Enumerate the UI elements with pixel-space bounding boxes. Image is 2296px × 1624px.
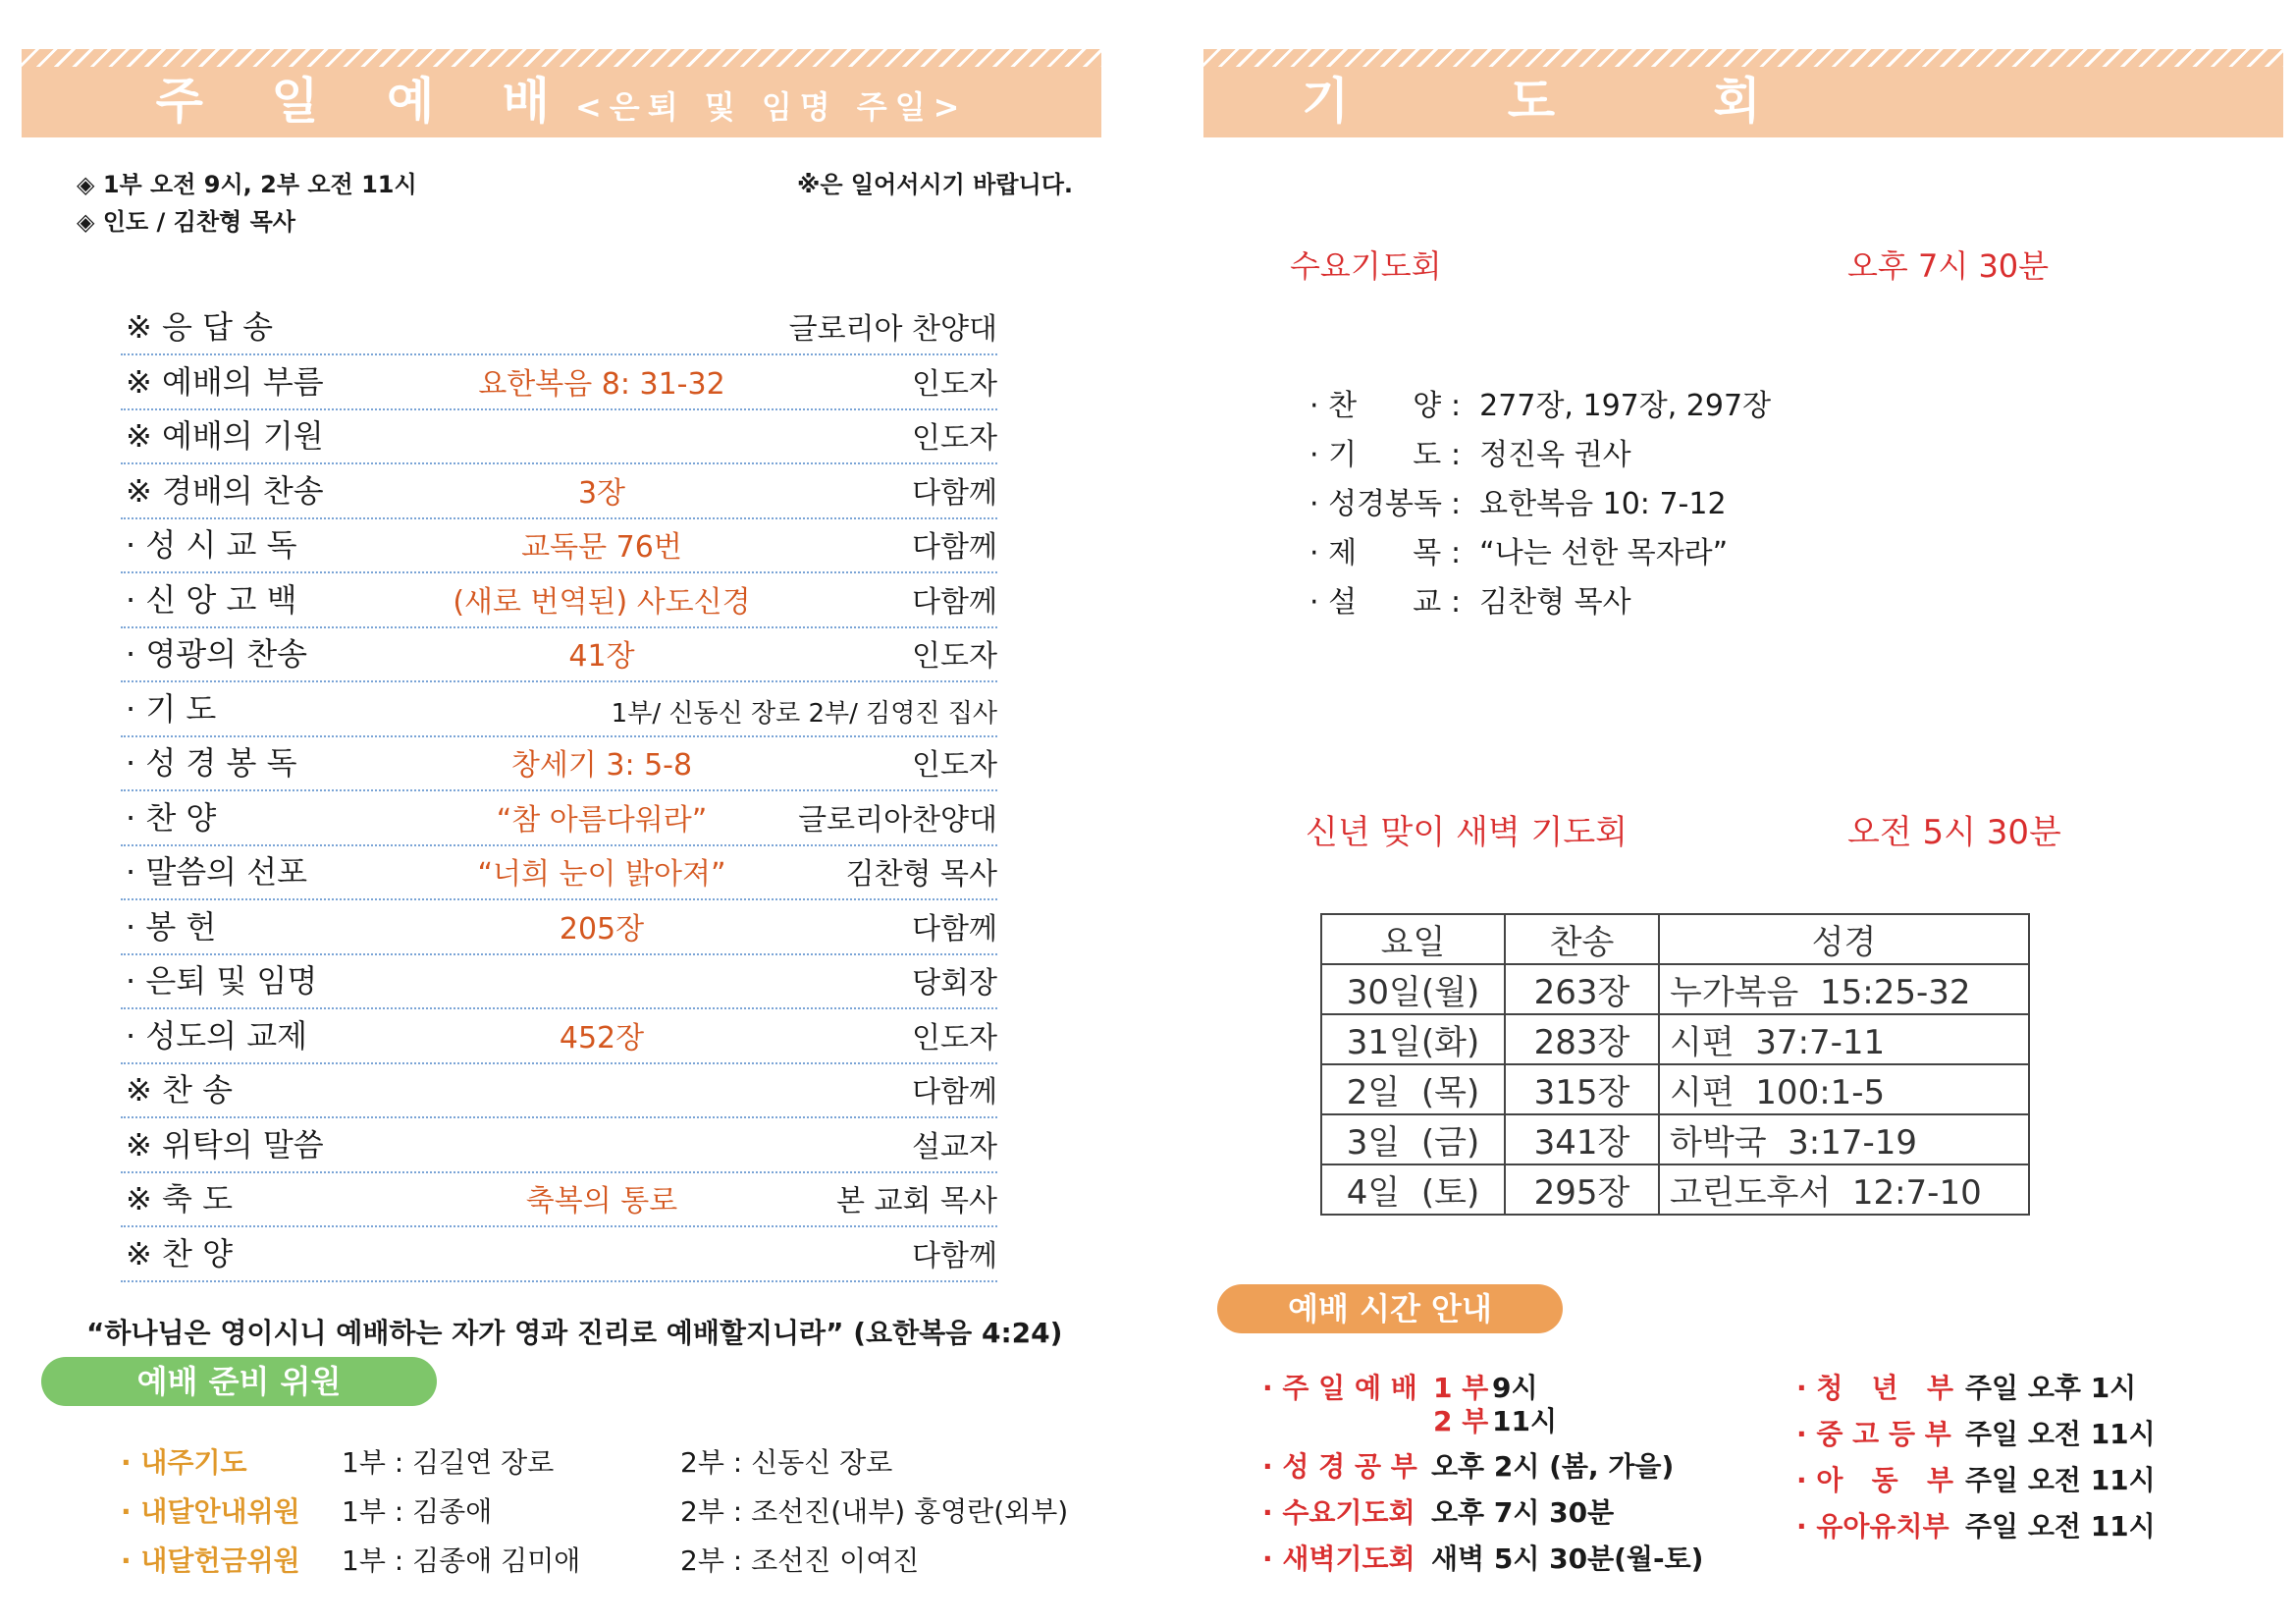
schedule-label: · 주 일 예 배 (1262, 1372, 1417, 1404)
order-leader: 당회장 (912, 966, 997, 1001)
committee-title: 예배 준비 위원 (41, 1357, 437, 1406)
order-leader: 다함께 (912, 1075, 997, 1110)
order-leader: 인도자 (912, 1020, 997, 1056)
order-row (121, 682, 997, 737)
order-leader: 인도자 (912, 366, 997, 402)
banner-sub: <은퇴 및 임명 주일> (574, 88, 968, 126)
wed-time: 오후 7시 30분 (1847, 247, 2050, 285)
order-detail: 3장 (577, 475, 626, 511)
order-row (121, 300, 997, 355)
wed-program-value: : 요한복음 10: 7-12 (1451, 487, 1727, 521)
order-detail: 창세기 3: 5-8 (510, 748, 693, 783)
order-leader: 글로리아찬양대 (798, 802, 997, 838)
order-row (121, 1227, 997, 1282)
wed-program-value: : “나는 선한 목자라” (1451, 536, 1729, 570)
schedule-time: 주일 오전 11시 (1965, 1510, 2156, 1543)
order-row (121, 845, 997, 900)
schedule-label: · 수요기도회 (1262, 1496, 1415, 1529)
dawn-hymn: 283장 (1505, 1014, 1659, 1064)
wed-program-label: · 제 목 (1309, 536, 1442, 570)
schedule-part: 1 부 (1433, 1372, 1489, 1404)
order-leader: 다함께 (912, 530, 997, 565)
committee-role: · 내달안내위원 (121, 1495, 300, 1528)
prayer-banner (1203, 49, 2283, 137)
dawn-hymn: 263장 (1505, 964, 1659, 1014)
dawn-header: 성경 (1659, 914, 2029, 964)
order-leader: 인도자 (912, 639, 997, 674)
wed-program-label: · 찬 양 (1309, 389, 1442, 423)
order-label: · 영광의 찬송 (126, 635, 308, 673)
order-detail: 452장 (559, 1020, 645, 1056)
wed-title: 수요기도회 (1290, 247, 1442, 285)
order-leader: 김찬형 목사 (845, 857, 997, 892)
order-label: · 찬 양 (126, 798, 217, 837)
order-label: ※ 응 답 송 (126, 308, 274, 346)
order-row (121, 464, 997, 519)
order-row (121, 627, 997, 682)
order-label: · 성 시 교 독 (126, 526, 297, 564)
banner-stripe (22, 49, 1101, 67)
order-detail: 교독문 76번 (521, 530, 682, 565)
order-row (121, 1063, 997, 1118)
service-leader: ◈ 인도 / 김찬형 목사 (77, 208, 295, 236)
schedule-label: · 유아유치부 (1796, 1510, 1949, 1543)
dawn-day: 30일(월) (1321, 964, 1505, 1014)
dawn-scripture: 누가복음 15:25-32 (1659, 964, 2029, 1014)
dawn-scripture: 하박국 3:17-19 (1659, 1114, 2029, 1164)
order-leader: 본 교회 목사 (836, 1184, 997, 1218)
schedule-time: 주일 오전 11시 (1965, 1418, 2156, 1450)
dawn-day: 3일 (금) (1321, 1114, 1505, 1164)
dawn-scripture: 시편 37:7-11 (1659, 1014, 2029, 1064)
schedule-part: 2 부 (1433, 1405, 1489, 1437)
order-leader: 글로리아 찬양대 (788, 312, 997, 347)
schedule-time: 주일 오후 1시 (1965, 1372, 2137, 1404)
order-label: ※ 축 도 (126, 1180, 233, 1218)
schedule-time: 9시 (1492, 1372, 1538, 1404)
order-label: · 말씀의 선포 (126, 853, 308, 891)
committee-part1: 1부 : 김길연 장로 (342, 1446, 555, 1479)
dawn-day: 31일(화) (1321, 1014, 1505, 1064)
committee-part2: 2부 : 신동신 장로 (680, 1446, 893, 1479)
order-detail: (새로 번역된) 사도신경 (453, 584, 751, 620)
service-times: ◈ 1부 오전 9시, 2부 오전 11시 (77, 171, 417, 198)
schedule-time: 오후 7시 30분 (1431, 1496, 1615, 1529)
committee-role: · 내주기도 (121, 1446, 247, 1479)
schedule-time: 11시 (1492, 1405, 1558, 1437)
order-row (121, 954, 997, 1009)
dawn-scripture: 고린도후서 12:7-10 (1659, 1164, 2029, 1215)
order-label: ※ 경배의 찬송 (126, 471, 324, 510)
order-label: ※ 예배의 부름 (126, 362, 324, 401)
schedule-title: 예배 시간 안내 (1217, 1284, 1563, 1333)
dawn-header-row (1321, 914, 2029, 964)
banner-main: 주 일 예 배 (155, 73, 575, 130)
dawn-header: 찬송 (1505, 914, 1659, 964)
dawn-scripture: 시편 100:1-5 (1659, 1064, 2029, 1114)
dawn-row (1321, 1014, 2029, 1064)
committee-part2: 2부 : 조선진 이여진 (680, 1544, 920, 1577)
dawn-day: 2일 (목) (1321, 1064, 1505, 1114)
order-row (121, 736, 997, 791)
stand-note: ※은 일어서시기 바랍니다. (797, 171, 1073, 198)
order-detail: 요한복음 8: 31-32 (478, 366, 725, 402)
dawn-title: 신년 맞이 새벽 기도회 (1306, 813, 1629, 852)
dawn-hymn: 315장 (1505, 1064, 1659, 1114)
order-label: ※ 위탁의 말씀 (126, 1125, 324, 1164)
order-detail: “참 아름다워라” (496, 802, 708, 838)
order-row (121, 518, 997, 573)
dawn-row (1321, 1114, 2029, 1164)
wed-program-label: · 설 교 (1309, 585, 1442, 620)
dawn-day: 4일 (토) (1321, 1164, 1505, 1215)
bible-verse: “하나님은 영이시니 예배하는 자가 영과 진리로 예배할지니라” (요한복음 4:24) (86, 1317, 1063, 1349)
order-leader: 인도자 (912, 421, 997, 456)
wed-program-label: · 기 도 (1309, 438, 1442, 472)
wed-program-value: : 277장, 197장, 297장 (1451, 389, 1772, 423)
order-leader: 설교자 (912, 1129, 997, 1164)
order-leader: 1부/ 신동신 장로 2부/ 김영진 집사 (611, 698, 997, 729)
order-label: · 성 경 봉 독 (126, 744, 297, 782)
order-leader: 다함께 (912, 1238, 997, 1273)
committee-part1: 1부 : 김종애 김미애 (342, 1544, 581, 1577)
order-label: · 은퇴 및 임명 (126, 962, 318, 1000)
order-row (121, 573, 997, 628)
order-label: · 성도의 교제 (126, 1016, 308, 1055)
order-detail: 41장 (568, 639, 635, 674)
schedule-label: · 중 고 등 부 (1796, 1418, 1951, 1450)
wed-program-value: : 김찬형 목사 (1451, 585, 1631, 620)
order-leader: 다함께 (912, 584, 997, 620)
order-row (121, 1172, 997, 1227)
prayer-banner-title: 기 도 회 (1302, 73, 1832, 130)
order-detail: “너희 눈이 밝아져” (477, 857, 726, 892)
committee-part2: 2부 : 조선진(내부) 홍영란(외부) (680, 1495, 1069, 1528)
dawn-row (1321, 1164, 2029, 1215)
schedule-label: · 새벽기도회 (1262, 1543, 1415, 1575)
committee-part1: 1부 : 김종애 (342, 1495, 493, 1528)
order-row (121, 409, 997, 464)
dawn-schedule-table (1320, 913, 2030, 1216)
order-label: · 신 앙 고 백 (126, 580, 297, 619)
worship-banner-title (22, 71, 1101, 137)
order-row (121, 1009, 997, 1064)
wed-program-label: · 성경봉독 (1309, 487, 1442, 521)
dawn-time: 오전 5시 30분 (1847, 813, 2061, 852)
schedule-label: · 아 동 부 (1796, 1464, 1954, 1496)
order-leader: 다함께 (912, 911, 997, 947)
dawn-row (1321, 964, 2029, 1014)
order-row (121, 1118, 997, 1173)
schedule-time: 오후 2시 (봄, 가을) (1431, 1450, 1675, 1483)
schedule-time: 새벽 5시 30분(월-토) (1431, 1543, 1704, 1575)
order-label: ※ 찬 송 (126, 1071, 233, 1109)
schedule-label: · 성 경 공 부 (1262, 1450, 1417, 1483)
order-leader: 인도자 (912, 748, 997, 783)
order-label: · 기 도 (126, 689, 217, 728)
worship-banner (22, 49, 1101, 137)
order-row (121, 900, 997, 955)
schedule-time: 주일 오전 11시 (1965, 1464, 2156, 1496)
dawn-header: 요일 (1321, 914, 1505, 964)
order-row (121, 355, 997, 410)
order-detail: 축복의 통로 (525, 1184, 678, 1218)
schedule-label: · 청 년 부 (1796, 1372, 1954, 1404)
banner-stripe (1203, 49, 2283, 67)
order-label: ※ 예배의 기원 (126, 417, 324, 455)
order-detail: 205장 (559, 911, 645, 947)
order-label: ※ 찬 양 (126, 1234, 233, 1272)
order-row (121, 791, 997, 846)
order-leader: 다함께 (912, 475, 997, 511)
wed-program-value: : 정진옥 권사 (1451, 438, 1631, 472)
order-label: · 봉 헌 (126, 907, 217, 946)
dawn-row (1321, 1064, 2029, 1114)
dawn-hymn: 295장 (1505, 1164, 1659, 1215)
committee-role: · 내달헌금위원 (121, 1544, 300, 1577)
dawn-hymn: 341장 (1505, 1114, 1659, 1164)
